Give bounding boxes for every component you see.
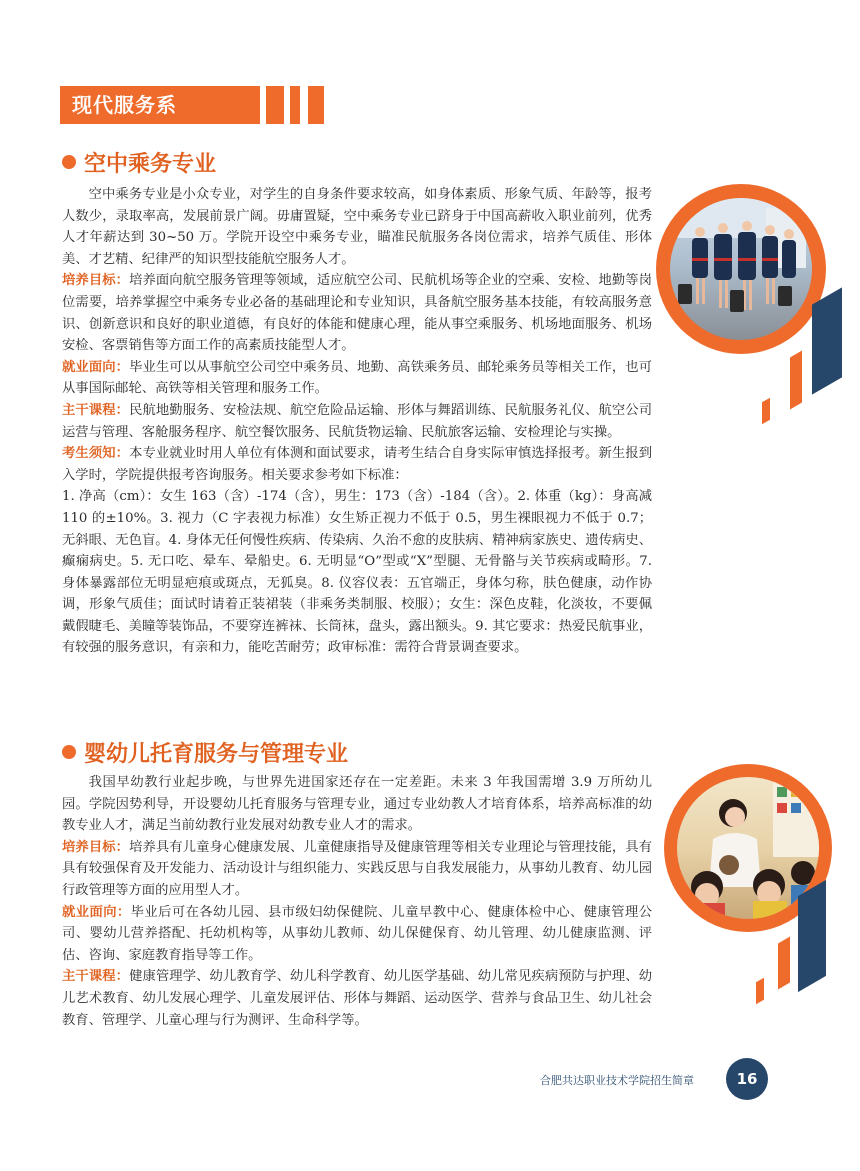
section1-notice [62,443,652,486]
decor-navy-2 [798,880,826,992]
section2-career [62,902,652,967]
courses-label: 主干课程： [62,969,130,985]
career-text: 毕业后可在各幼儿园、县市级妇幼保健院、儿童早教中心、健康体检中心、健康管理公司、婴幼儿营养搭配、托幼机构等，从事幼儿教师、幼儿保健保育、幼儿管理、幼儿健康监测、评估、咨询、家庭教育指导等工作。 [62,904,652,963]
goal-label: 培养目标： [62,839,130,855]
section2-title: 婴幼儿托育服务与管理专业 [84,741,349,767]
orange-bullet-icon [62,155,76,169]
decor-orange-4 [756,978,764,1005]
career-label: 就业面向： [62,904,131,920]
goal-text: 培养面向航空服务管理等领域，适应航空公司、民航机场等企业的空乘、安检、地勤等岗位需要，培养掌握空中乘务专业必备的基础理论和专业知识，具备航空服务基本技能，有较高服务意识、创新意识和良好的职业道德，有良好的体能和健康心理，能从事空乘服务、机场地面服务、机场安检、客票销售等方面工作的高素质技能型人才。 [62,273,653,354]
header-stripe-3 [308,86,324,124]
page-number: 16 [726,1058,768,1100]
decor-navy-1 [812,287,842,394]
section2-heading [62,737,348,767]
section1-career [62,357,652,400]
section1-courses [62,400,652,443]
section1-title: 空中乘务专业 [84,151,217,177]
section1-standards: 1. 净高（cm）：女生 163（含）-174（含），男生：173（含）-184（含）。2. 体重（kg）：身高减 110 的±10%。3. 视力（C 字表视力标准）女生矫正视力不低于 0.5，男生裸眼视力不低于 0.7；无斜眼、无色盲。4. 身体无任何慢性疾病、传染病、久治不愈的皮肤病、精神病家族史、遗传病史、癫痫病史。5. 无口吃、晕车、晕船史。6. 无明显“O”型或“X”型腿、无骨骼与关节疾病或畸形。7. 身体暴露部位无明显疤痕或斑点，无狐臭。8. 仪容仪表：五官端正，身体匀称，肤色健康，动作协调，形象气质佳；面试时请着正装裙装（非乘务类制服、校服）；女生：深色皮鞋，化淡妆，不要佩戴假睫毛、美瞳等装饰品，不要穿连裤袜、长筒袜，盘头，露出额头。9. 其它要求：热爱民航事业，有较强的服务意识，有亲和力，能吃苦耐劳；政审标准：需符合背景调查要求。 [62,489,652,656]
department-title: 现代服务系 [72,93,177,117]
section2-intro: 我国早幼教行业起步晚，与世界先进国家还存在一定差距。未来 3 年我国需增 3.9 万所幼儿园。学院因势利导，开设婴幼儿托育服务与管理专业，通过专业幼教人才培育体系，培养高标准的幼教专业人才，满足当前幼教行业发展对幼教专业人才的需求。 [62,775,652,834]
career-text: 毕业生可以从事航空公司空中乘务员、地勤、高铁乘务员、邮轮乘务员等相关工作，也可从事国际邮轮、高铁等相关管理和服务工作。 [62,359,653,397]
section2-body [62,772,652,1031]
courses-text: 民航地勤服务、安检法规、航空危险品运输、形体与舞蹈训练、民航服务礼仪、航空公司运营与管理、客舱服务程序、航空餐饮服务、民航货物运输、民航旅客运输、安检理论与实操。 [62,402,653,440]
section2-courses [62,966,652,1031]
goal-label: 培养目标： [62,273,130,289]
courses-text: 健康管理学、幼儿教育学、幼儿科学教育、幼儿医学基础、幼儿常见疾病预防与护理、幼儿艺术教育、幼儿发展心理学、儿童发展评估、形体与舞蹈、运动医学、营养与食品卫生、幼儿社会教育、管理学、儿童心理与行为测评、生命科学等。 [62,969,653,1028]
flight-attendants-photo [670,198,812,340]
section1-goal [62,270,652,356]
notice-label: 考生须知： [62,446,130,462]
decor-orange-2 [762,398,770,425]
section1-heading [62,147,216,177]
flight-attendants-photo-frame [656,184,826,354]
header-stripe-2 [290,86,300,124]
decor-orange-3 [778,937,790,990]
header-stripe-1 [266,86,284,124]
section1-body [62,184,652,659]
footer-school-name: 合肥共达职业技术学院招生简章 [540,1074,694,1087]
section1-intro: 空中乘务专业是小众专业，对学生的自身条件要求较高，如身体素质、形象气质、年龄等，报考人数少，录取率高，发展前景广阔。毋庸置疑，空中乘务专业已跻身于中国高薪收入职业前列，优秀人才年薪达到 30~50 万。学院开设空中乘务专业，瞄准民航服务各岗位需求，培养气质佳、形体美、才艺精、纪律严的知识型技能航空服务人才。 [62,187,652,267]
orange-bullet-icon [62,745,76,759]
notice-text: 本专业就业时用人单位有体测和面试要求，请考生结合自身实际审慎选择报考。新生报到入学时，学院提供报考咨询服务。相关要求参考如下标准： [62,446,653,483]
section2-goal [62,837,652,902]
decor-orange-1 [790,351,802,410]
flight-attendants-illustration [670,198,812,340]
goal-text: 培养具有儿童身心健康发展、儿童健康指导及健康管理等相关专业理论与管理技能，具有具有较强保育及开发能力、活动设计与组织能力、实践反思与自我发展能力，从事幼儿教育、幼儿园行政管理等方面的应用型人才。 [62,839,653,898]
courses-label: 主干课程： [62,402,130,418]
career-label: 就业面向： [62,359,130,375]
